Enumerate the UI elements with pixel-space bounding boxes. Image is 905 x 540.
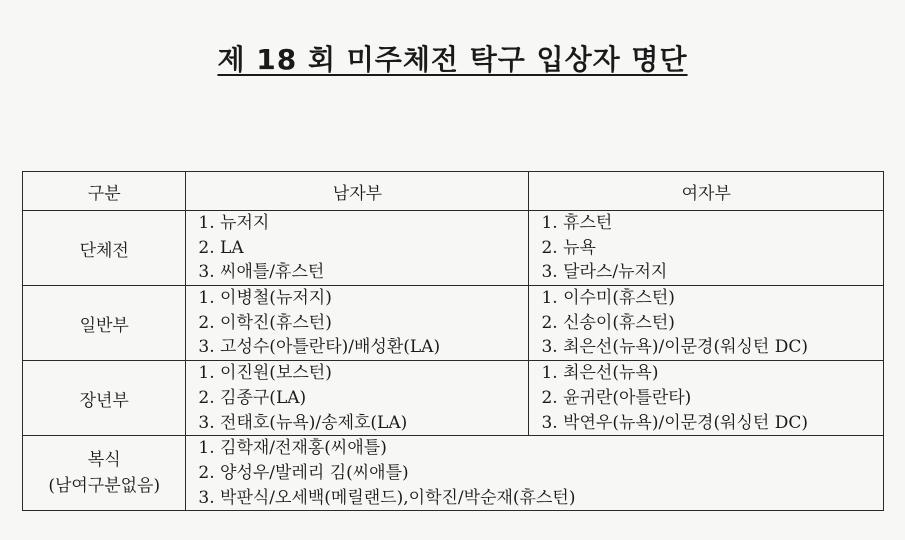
list-item: 2. 양성우/발레리 김(씨애틀) <box>198 462 409 483</box>
list-item: 2. 김종구(LA) <box>198 387 307 408</box>
results-table <box>22 171 884 511</box>
men-cell <box>186 211 529 286</box>
table-row <box>23 286 884 361</box>
women-cell <box>529 286 884 361</box>
table-row <box>23 211 884 286</box>
table-row <box>23 361 884 436</box>
list-item: 1. 이병철(뉴저지) <box>198 288 332 309</box>
list-item: 2. 윤귀란(아틀란타) <box>541 387 692 408</box>
list-item: 1. 이진원(보스턴) <box>198 363 332 384</box>
women-cell <box>529 211 884 286</box>
header-row <box>23 172 884 211</box>
category-label: 복식 <box>87 450 121 471</box>
header-women: 여자부 <box>529 172 884 211</box>
list-item: 1. 최은선(뉴욕) <box>541 363 659 384</box>
list-item: 1. 뉴저지 <box>198 213 270 233</box>
category-note: (남여구분없음) <box>48 476 161 497</box>
list-item: 3. 박판식/오세백(메릴랜드),이학진/박순재(휴스턴) <box>198 487 576 508</box>
header-category: 구분 <box>23 172 186 211</box>
list-item: 3. 전태호(뉴욕)/송제호(LA) <box>198 412 408 433</box>
combined-cell <box>186 436 884 511</box>
list-item: 3. 씨애틀/휴스턴 <box>198 262 325 283</box>
table-row <box>23 436 884 511</box>
list-item: 3. 박연우(뉴욕)/이문경(워싱턴 DC) <box>541 412 809 433</box>
category-cell: 일반부 <box>23 286 186 361</box>
list-item: 3. 고성수(아틀란타)/배성환(LA) <box>198 337 441 358</box>
list-item: 2. 이학진(휴스턴) <box>198 312 332 333</box>
list-item: 1. 이수미(휴스턴) <box>541 288 675 309</box>
men-cell <box>186 361 529 436</box>
category-cell: 단체전 <box>23 211 186 286</box>
list-item: 2. 신송이(휴스턴) <box>541 312 675 333</box>
category-cell: 장년부 <box>23 361 186 436</box>
list-item: 1. 김학재/전재홍(씨애틀) <box>198 438 387 459</box>
list-item: 3. 최은선(뉴욕)/이문경(워싱턴 DC) <box>541 337 809 358</box>
page-title: 제 18 회 미주체전 탁구 입상자 명단 <box>217 43 688 76</box>
women-cell <box>529 361 884 436</box>
list-item: 3. 달라스/뉴저지 <box>541 262 668 283</box>
list-item: 2. 뉴욕 <box>541 237 596 258</box>
men-cell <box>186 286 529 361</box>
list-item: 2. LA <box>198 237 244 258</box>
header-men: 남자부 <box>186 172 529 211</box>
category-cell <box>23 436 186 511</box>
list-item: 1. 휴스턴 <box>541 213 613 233</box>
